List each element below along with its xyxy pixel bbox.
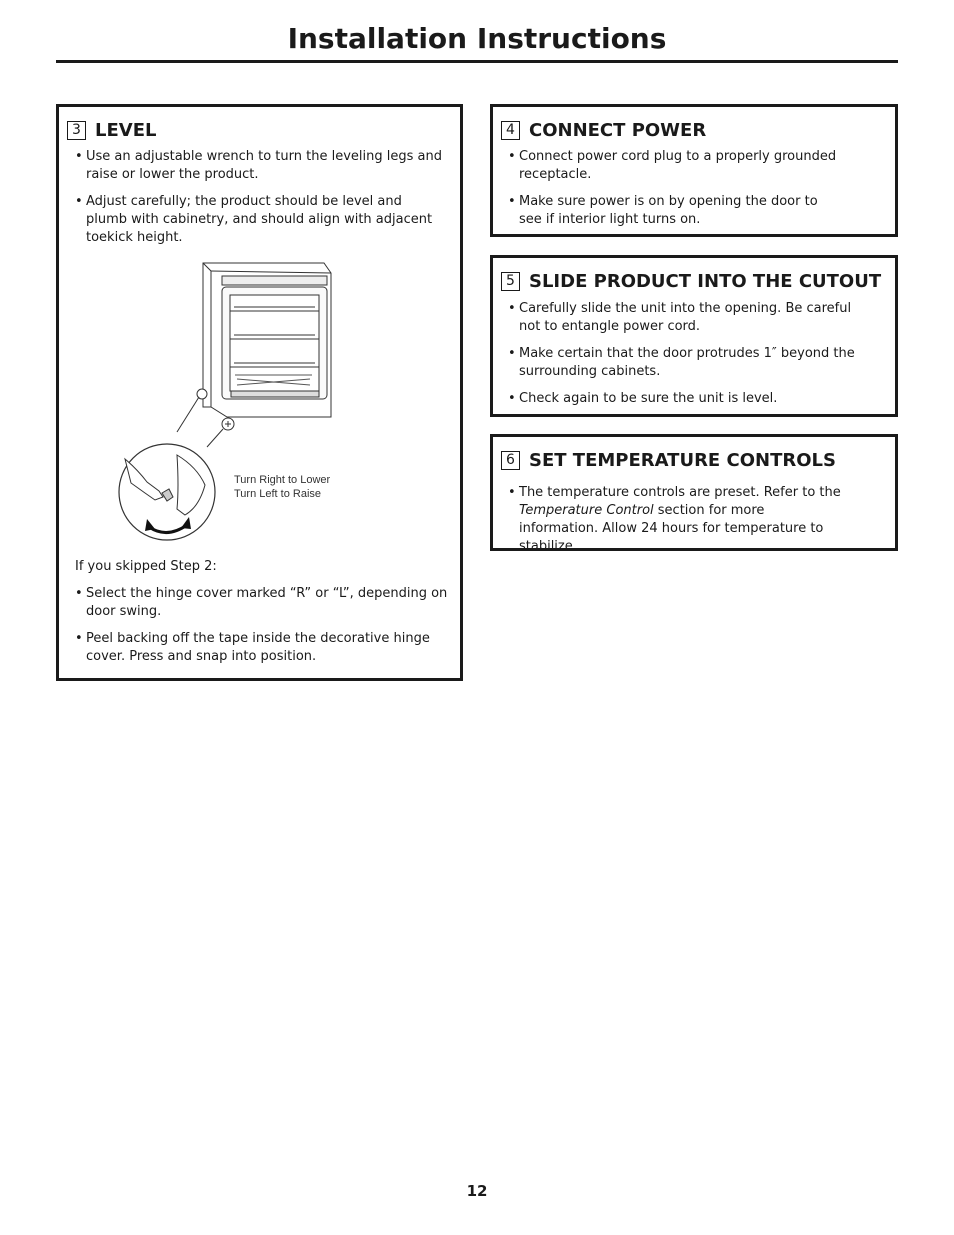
step-3-bullet-3: • Select the hinge cover marked “R” or “L”, depending on door swing. bbox=[75, 585, 455, 621]
step-4-box bbox=[490, 104, 898, 237]
step-6-number: 6 bbox=[501, 451, 520, 470]
skipped-step-note: If you skipped Step 2: bbox=[75, 559, 217, 574]
temperature-control-reference: Temperature Control bbox=[519, 503, 654, 518]
step-3-number: 3 bbox=[67, 121, 86, 140]
step-5-bullet-2: • Make certain that the door protrudes 1″ beyond the surrounding cabinets. bbox=[508, 345, 858, 381]
step-3-bullet-4: • Peel backing off the tape inside the decorative hinge cover. Press and snap into position. bbox=[75, 630, 455, 666]
figure-caption-line-2: Turn Left to Raise bbox=[234, 488, 322, 500]
step-5-bullet-3: • Check again to be sure the unit is level. bbox=[508, 390, 858, 408]
step-6-bullets bbox=[508, 484, 843, 565]
step-3-box bbox=[56, 104, 463, 681]
step-6-bullet-text-pre: The temperature controls are preset. Refer to the bbox=[519, 485, 841, 500]
page-title: Installation Instructions bbox=[287, 22, 667, 55]
step-5-bullet-1: • Carefully slide the unit into the opening. Be careful not to entangle power cord. bbox=[508, 300, 858, 336]
step-3-bullet-2: • Adjust carefully; the product should be level and plumb with cabinetry, and should align with adjacent toekick height. bbox=[75, 193, 445, 247]
step-4-title: CONNECT POWER bbox=[529, 120, 707, 141]
page-number: 12 bbox=[466, 1182, 488, 1200]
step-3-bullet-1: • Use an adjustable wrench to turn the leveling legs and raise or lower the product. bbox=[75, 148, 445, 184]
figure-caption-line-1: Turn Right to Lower bbox=[234, 474, 331, 486]
step-5-title: SLIDE PRODUCT INTO THE CUTOUT bbox=[529, 271, 882, 292]
step-4-bullet-1: • Connect power cord plug to a properly grounded receptacle. bbox=[508, 148, 843, 184]
step-5-heading bbox=[501, 271, 881, 292]
leveling-illustration bbox=[107, 257, 337, 547]
step-6-box bbox=[490, 434, 898, 554]
step-5-box bbox=[490, 255, 898, 417]
step-3-bullets bbox=[75, 148, 445, 256]
step-6-title: SET TEMPERATURE CONTROLS bbox=[529, 450, 836, 471]
step-4-heading bbox=[501, 120, 706, 141]
step-4-number: 4 bbox=[501, 121, 520, 140]
step-5-number: 5 bbox=[501, 272, 520, 291]
step-5-bullets bbox=[508, 300, 858, 417]
step-6-bullet-text-post: section for more information. Allow 24 hours for temperature to stabilize. bbox=[519, 503, 824, 554]
step-4-bullet-2: • Make sure power is on by opening the door to see if interior light turns on. bbox=[508, 193, 843, 229]
step-6-heading bbox=[501, 450, 836, 471]
step-3-title: LEVEL bbox=[95, 120, 157, 141]
step-3-bullets-2 bbox=[75, 585, 455, 675]
step-3-heading bbox=[67, 120, 156, 141]
step-6-bullet-1 bbox=[508, 484, 843, 556]
title-rule bbox=[56, 60, 898, 63]
step-4-bullets bbox=[508, 148, 843, 238]
